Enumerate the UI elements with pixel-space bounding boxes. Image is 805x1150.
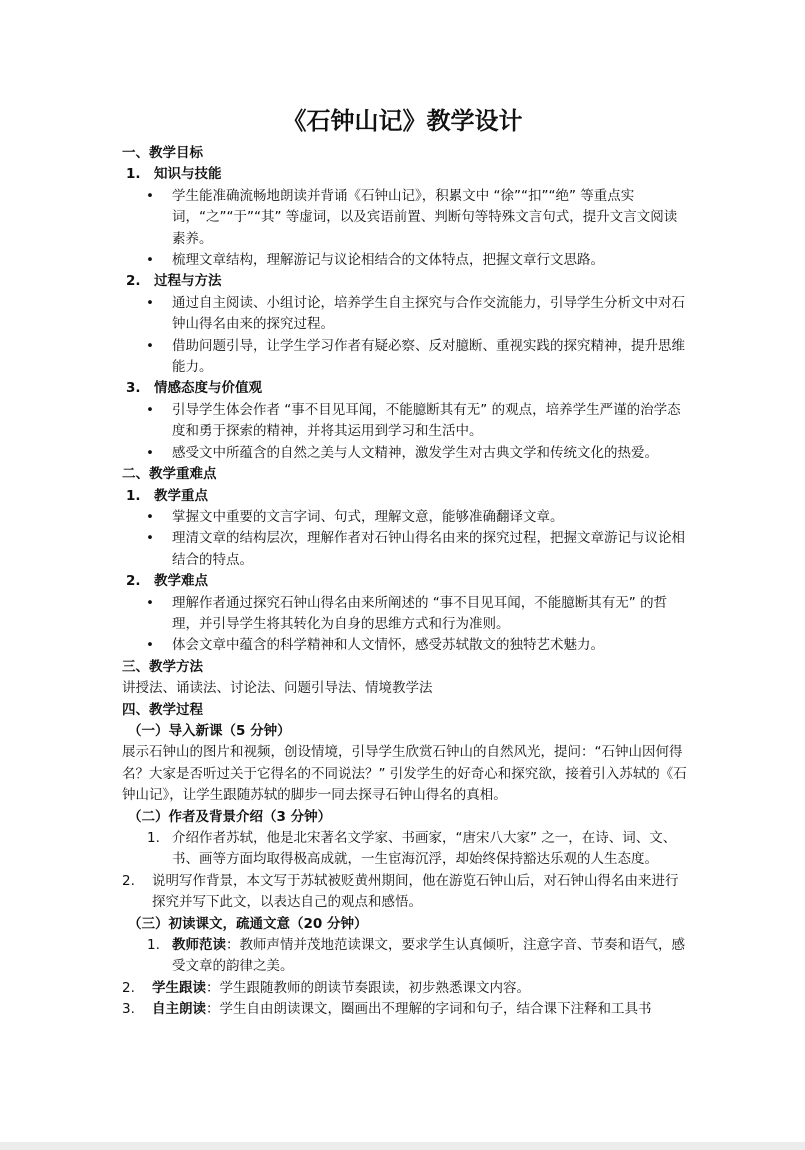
bullet-item: • 梳理文章结构，理解游记与议论相结合的文体特点，把握文章行文思路。	[122, 250, 688, 271]
step-heading: （一）导入新课（5 分钟）	[128, 722, 291, 739]
subsection-label: 教学难点	[154, 573, 208, 590]
step-heading: （三）初读课文，疏通文意（20 分钟）	[128, 915, 368, 932]
item-number: 3.	[122, 1001, 135, 1018]
item-number: 2.	[122, 979, 135, 996]
page-bottom-gap	[0, 1142, 805, 1150]
bullet-item: • 引导学生体会作者 “事不目见耳闻，不能臆断其有无” 的观点，培养学生严谨的治学态度和勇于探索的精神，并将其运用到学习和生活中。	[146, 401, 681, 440]
subsection-number: 3.	[126, 380, 141, 397]
bullet-icon: •	[146, 252, 154, 269]
step-heading: （二）作者及背景介绍（3 分钟）	[128, 808, 332, 825]
section-heading: 二、教学重难点	[122, 466, 217, 483]
subsection-label: 情感态度与价值观	[154, 380, 262, 397]
bullet-item: • 通过自主阅读、小组讨论，培养学生自主探究与合作交流能力，引导学生分析文中对石钟山得名由来的探究过程。	[146, 294, 685, 333]
bullet-item: • 理解作者通过探究石钟山得名由来所阐述的 “事不目见耳闻，不能臆断其有无” 的哲理，并引导学生将其转化为自身的思维方式和行为准则。	[146, 594, 668, 632]
bullet-icon: •	[146, 401, 154, 418]
methods-text: 讲授法、诵读法、讨论法、问题引导法、情境教学法	[122, 680, 433, 697]
bullet-icon: •	[146, 594, 154, 611]
bullet-item: • 体会文章中蕴含的科学精神和人文情怀，感受苏轼散文的独特艺术魅力。	[122, 635, 688, 656]
bullet-item: • 理清文章的结构层次，理解作者对石钟山得名由来的探究过程，把握文章游记与议论相结合的特点。	[146, 530, 685, 568]
bullet-icon: •	[146, 508, 154, 525]
subsection-number: 2.	[126, 273, 141, 290]
numbered-item: 1. 介绍作者苏轼，他是北宋著名文学家、书画家，“唐宋八大家” 之一，在诗、词、文、书、画等方面均取得极高成就，一生宦海沉浮，却始终保持豁达乐观的人生态度。	[147, 830, 677, 868]
section-heading: 三、教学方法	[122, 658, 203, 675]
bullet-icon: •	[146, 337, 154, 354]
subsection-heading	[122, 271, 688, 292]
section-heading: 四、教学过程	[122, 701, 203, 718]
numbered-item: 3. 自主朗读：学生自由朗读课文，圈画出不理解的字词和句子，结合课下注释和工具书	[122, 999, 688, 1020]
bullet-icon: •	[146, 637, 154, 654]
bullet-item: • 感受文中所蕴含的自然之美与人文精神，激发学生对古典文学和传统文化的热爱。	[122, 443, 688, 464]
subsection-heading	[122, 486, 688, 507]
numbered-item: 2. 说明写作背景，本文写于苏轼被贬黄州期间，他在游览石钟山后，对石钟山得名由来进行探究并写下此文，以表达自己的观点和感悟。	[122, 872, 679, 911]
subsection-heading	[122, 378, 688, 399]
subsection-number: 1.	[126, 166, 141, 183]
bullet-icon: •	[146, 187, 154, 204]
subsection-label: 过程与方法	[154, 273, 222, 290]
item-label: 教师范读	[172, 937, 226, 954]
document-title: 《石钟山记》教学设计	[282, 106, 523, 135]
numbered-item: 1. 教师范读：教师声情并茂地范读课文，要求学生认真倾听，注意字音、节奏和语气，感受文章的韵律之美。	[147, 937, 685, 975]
item-number: 2.	[122, 872, 135, 889]
section-heading: 一、教学目标	[122, 145, 203, 161]
subsection-number: 1.	[126, 487, 141, 504]
item-number: 1.	[147, 937, 160, 954]
subsection-label: 知识与技能	[154, 166, 222, 183]
bullet-item: • 借助问题引导，让学生学习作者有疑必察、反对臆断、重视实践的探究精神，提升思维能力。	[146, 337, 685, 376]
document-body	[122, 143, 688, 1021]
item-number: 1.	[147, 830, 160, 846]
bullet-icon: •	[146, 444, 154, 461]
numbered-item: 2. 学生跟读：学生跟随教师的朗读节奏跟读，初步熟悉课文内容。	[122, 978, 688, 999]
bullet-item: • 学生能准确流畅地朗读并背诵《石钟山记》，积累文中 “徐”“扣”“绝” 等重点实词，“之”“于”“其” 等虚词，以及宾语前置、判断句等特殊文言句式，提升文言文阅读素养。	[146, 187, 678, 247]
subsection-number: 2.	[126, 573, 141, 590]
item-label: 学生跟读	[152, 979, 206, 996]
item-label: 自主朗读	[152, 1001, 206, 1018]
subsection-heading	[122, 164, 688, 185]
subsection-label: 教学重点	[154, 487, 208, 504]
bullet-item: • 掌握文中重要的文言字词、句式，理解文意，能够准确翻译文章。	[122, 507, 688, 528]
subsection-heading	[122, 571, 688, 592]
bullet-icon: •	[146, 294, 154, 311]
bullet-icon: •	[146, 530, 154, 547]
intro-paragraph: 展示石钟山的图片和视频，创设情境，引导学生欣赏石钟山的自然风光，提问：“石钟山因何得名？大家是否听过关于它得名的不同说法？” 引发学生的好奇心和探究欲，接着引入苏轼的《石钟山记》，让学生跟随苏轼的脚步一同去探寻石钟山得名的真相。	[122, 744, 687, 804]
